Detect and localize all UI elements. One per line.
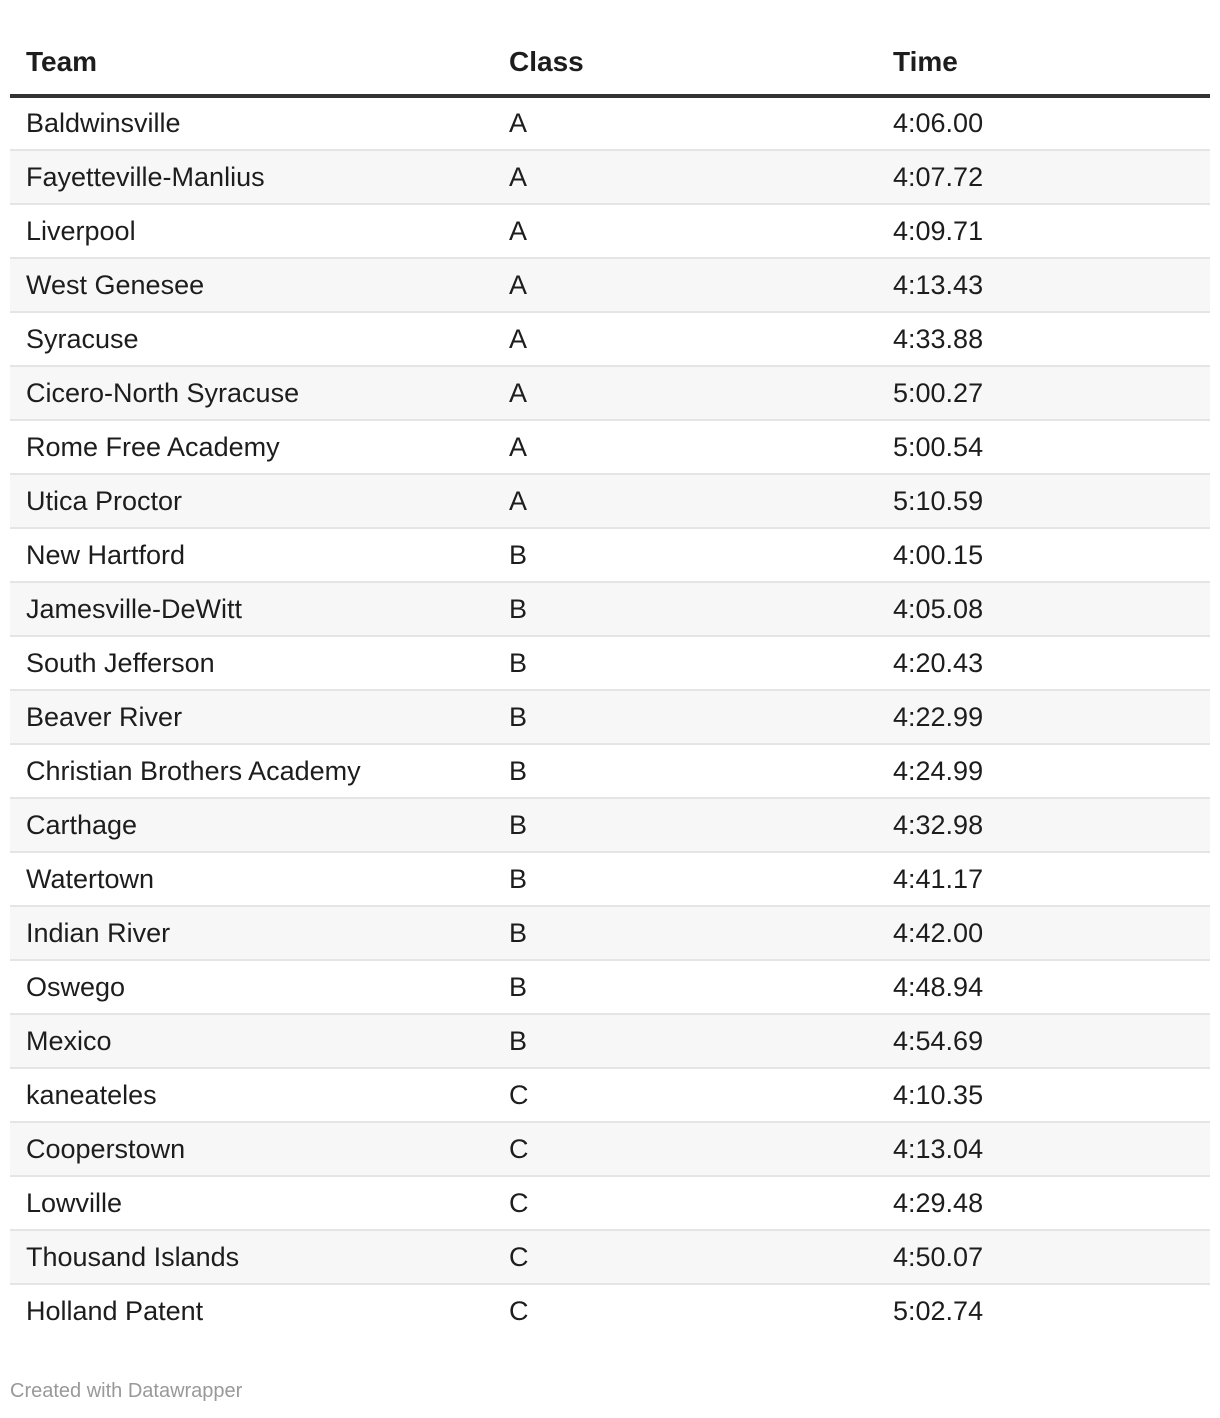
team-cell: South Jefferson bbox=[10, 636, 493, 690]
table-row bbox=[10, 528, 1210, 582]
time-cell: 4:20.43 bbox=[877, 636, 1210, 690]
table-row bbox=[10, 798, 1210, 852]
table-row bbox=[10, 1122, 1210, 1176]
table-row bbox=[10, 744, 1210, 798]
table-row bbox=[10, 312, 1210, 366]
table-header bbox=[10, 30, 1210, 96]
team-cell: Lowville bbox=[10, 1176, 493, 1230]
table-row bbox=[10, 636, 1210, 690]
time-cell: 4:41.17 bbox=[877, 852, 1210, 906]
team-cell: Carthage bbox=[10, 798, 493, 852]
class-cell: B bbox=[493, 582, 877, 636]
time-cell: 4:50.07 bbox=[877, 1230, 1210, 1284]
class-cell: A bbox=[493, 474, 877, 528]
team-cell: Baldwinsville bbox=[10, 96, 493, 150]
class-cell: B bbox=[493, 798, 877, 852]
time-cell: 4:05.08 bbox=[877, 582, 1210, 636]
class-cell: A bbox=[493, 258, 877, 312]
time-cell: 4:13.43 bbox=[877, 258, 1210, 312]
table-row bbox=[10, 582, 1210, 636]
team-cell: New Hartford bbox=[10, 528, 493, 582]
class-cell: B bbox=[493, 1014, 877, 1068]
table-row bbox=[10, 150, 1210, 204]
time-cell: 5:00.54 bbox=[877, 420, 1210, 474]
table-row bbox=[10, 1176, 1210, 1230]
team-cell: Fayetteville-Manlius bbox=[10, 150, 493, 204]
team-cell: Indian River bbox=[10, 906, 493, 960]
time-cell: 5:00.27 bbox=[877, 366, 1210, 420]
team-cell: Watertown bbox=[10, 852, 493, 906]
time-cell: 4:22.99 bbox=[877, 690, 1210, 744]
class-cell: A bbox=[493, 204, 877, 258]
table-row bbox=[10, 474, 1210, 528]
team-cell: Rome Free Academy bbox=[10, 420, 493, 474]
time-cell: 4:42.00 bbox=[877, 906, 1210, 960]
table-row bbox=[10, 1230, 1210, 1284]
class-cell: C bbox=[493, 1176, 877, 1230]
time-cell: 4:13.04 bbox=[877, 1122, 1210, 1176]
time-cell: 4:54.69 bbox=[877, 1014, 1210, 1068]
time-cell: 5:10.59 bbox=[877, 474, 1210, 528]
class-cell: C bbox=[493, 1230, 877, 1284]
time-cell: 5:02.74 bbox=[893, 1296, 984, 1326]
table-row bbox=[10, 204, 1210, 258]
column-header-team[interactable]: Team bbox=[10, 30, 493, 96]
team-cell: Liverpool bbox=[10, 204, 493, 258]
time-cell: 4:09.71 bbox=[877, 204, 1210, 258]
header-row bbox=[10, 30, 1210, 96]
class-cell: C bbox=[509, 1296, 529, 1326]
class-cell: B bbox=[493, 744, 877, 798]
team-cell: Cicero-North Syracuse bbox=[10, 366, 493, 420]
team-cell: Oswego bbox=[10, 960, 493, 1014]
table-row bbox=[10, 258, 1210, 312]
team-cell: Cooperstown bbox=[10, 1122, 493, 1176]
class-cell: C bbox=[493, 1068, 877, 1122]
table-row bbox=[10, 906, 1210, 960]
class-cell: B bbox=[493, 528, 877, 582]
time-cell: 4:48.94 bbox=[877, 960, 1210, 1014]
table-row bbox=[10, 690, 1210, 744]
class-cell: A bbox=[493, 150, 877, 204]
class-cell: B bbox=[493, 852, 877, 906]
team-cell: Jamesville-DeWitt bbox=[10, 582, 493, 636]
time-cell: 4:24.99 bbox=[877, 744, 1210, 798]
class-cell: B bbox=[493, 636, 877, 690]
table-row bbox=[10, 960, 1210, 1014]
table-body bbox=[10, 96, 1210, 1338]
table-row bbox=[10, 420, 1210, 474]
team-cell: Holland Patent bbox=[26, 1296, 204, 1326]
table-row bbox=[10, 1014, 1210, 1068]
table-row bbox=[10, 96, 1210, 150]
data-table bbox=[10, 30, 1210, 1338]
team-cell: Thousand Islands bbox=[10, 1230, 493, 1284]
team-cell: Christian Brothers Academy bbox=[10, 744, 493, 798]
class-cell: B bbox=[493, 906, 877, 960]
team-cell: Mexico bbox=[10, 1014, 493, 1068]
class-cell: C bbox=[493, 1122, 877, 1176]
table-row bbox=[10, 1284, 1210, 1338]
table-row bbox=[10, 1068, 1210, 1122]
class-cell: A bbox=[493, 366, 877, 420]
class-cell: B bbox=[493, 690, 877, 744]
team-cell: Utica Proctor bbox=[10, 474, 493, 528]
table-row bbox=[10, 852, 1210, 906]
time-cell: 4:06.00 bbox=[877, 96, 1210, 150]
time-cell: 4:07.72 bbox=[877, 150, 1210, 204]
class-cell: B bbox=[493, 960, 877, 1014]
class-cell: A bbox=[493, 420, 877, 474]
team-cell: kaneateles bbox=[10, 1068, 493, 1122]
time-cell: 4:10.35 bbox=[877, 1068, 1210, 1122]
team-cell: Syracuse bbox=[10, 312, 493, 366]
class-cell: A bbox=[493, 312, 877, 366]
team-cell: Beaver River bbox=[10, 690, 493, 744]
column-header-time[interactable]: Time bbox=[877, 30, 1210, 96]
data-table-container bbox=[10, 30, 1210, 1338]
time-cell: 4:29.48 bbox=[877, 1176, 1210, 1230]
class-cell: A bbox=[493, 96, 877, 150]
table-row bbox=[10, 366, 1210, 420]
column-header-class[interactable]: Class bbox=[493, 30, 877, 96]
time-cell: 4:32.98 bbox=[877, 798, 1210, 852]
time-cell: 4:33.88 bbox=[877, 312, 1210, 366]
datawrapper-credit: Created with Datawrapper bbox=[10, 1380, 243, 1402]
team-cell: West Genesee bbox=[10, 258, 493, 312]
time-cell: 4:00.15 bbox=[877, 528, 1210, 582]
